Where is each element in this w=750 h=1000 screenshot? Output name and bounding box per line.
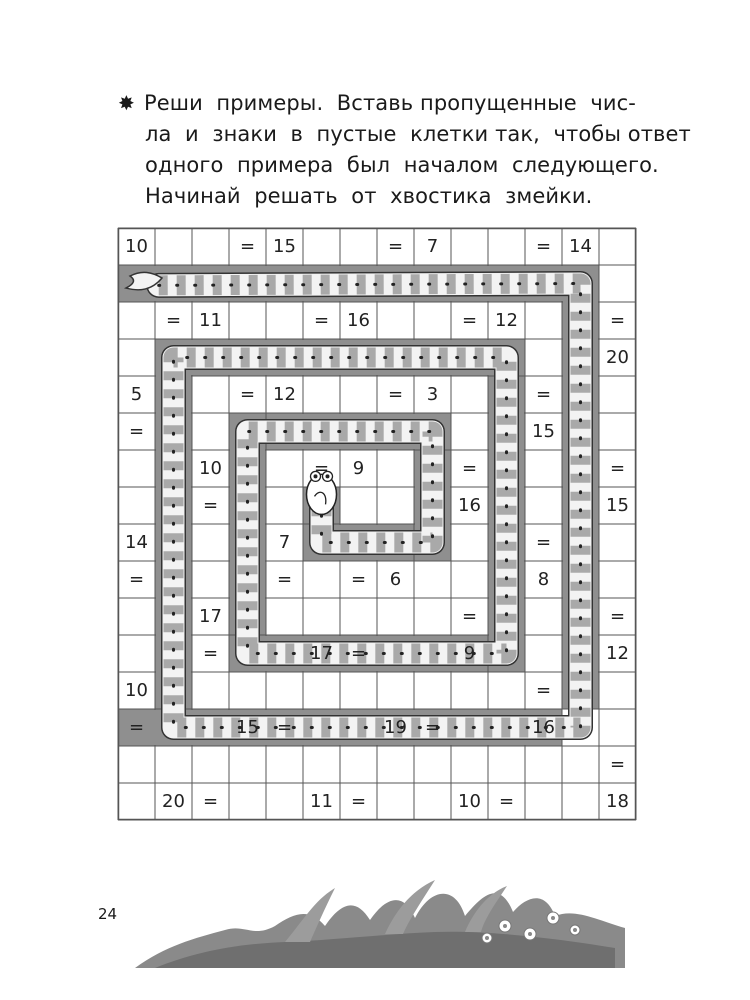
grass-with-flowers-icon [135, 868, 625, 968]
equals-cell: = [165, 310, 182, 331]
equals-cell: = [350, 643, 367, 664]
equals-cell: = [535, 680, 552, 701]
equals-cell: = [461, 606, 478, 627]
equals-cell: = [609, 310, 626, 331]
task-line-3: одного примера был началом следующего. [145, 153, 659, 177]
number-cell: 20 [162, 791, 185, 812]
page-number: 24 [98, 905, 118, 923]
number-cell: 7 [278, 532, 291, 553]
number-cell: 19 [384, 717, 407, 738]
equals-cell: = [313, 310, 330, 331]
number-cell: 16 [347, 310, 370, 331]
number-cell: 17 [310, 643, 333, 664]
equals-cell: = [202, 791, 219, 812]
number-cell: 15 [236, 717, 259, 738]
equals-cell: = [387, 384, 404, 405]
number-cell: 9 [463, 643, 476, 664]
equals-cell: = [313, 458, 330, 479]
equals-cell: = [535, 384, 552, 405]
number-cell: 15 [606, 495, 629, 516]
number-cell: 9 [352, 458, 365, 479]
equals-cell: = [424, 717, 441, 738]
equals-cell: = [609, 606, 626, 627]
number-cell: 14 [125, 532, 148, 553]
number-cell: 20 [606, 347, 629, 368]
star-bullet-icon: ✸ [118, 91, 135, 115]
equals-cell: = [350, 791, 367, 812]
task-line-1: Реши примеры. Вставь пропущенные чис- [144, 91, 636, 115]
equals-cell: = [128, 421, 145, 442]
number-cell: 15 [273, 236, 296, 257]
number-cell: 10 [458, 791, 481, 812]
number-cell: 8 [537, 569, 550, 590]
task-line-2: ла и знаки в пустые клетки так, чтобы ответ [145, 122, 691, 146]
number-cell: 10 [125, 680, 148, 701]
number-cell: 11 [310, 791, 333, 812]
number-cell: 11 [199, 310, 222, 331]
number-cell: 6 [389, 569, 402, 590]
number-cell: 18 [606, 791, 629, 812]
equals-cell: = [535, 236, 552, 257]
equals-cell: = [350, 569, 367, 590]
equals-cell: = [461, 458, 478, 479]
equals-cell: = [276, 569, 293, 590]
equals-cell: = [239, 384, 256, 405]
equals-cell: = [609, 754, 626, 775]
number-cell: 10 [125, 236, 148, 257]
number-cell: 12 [606, 643, 629, 664]
number-cell: 14 [569, 236, 592, 257]
equals-cell: = [498, 791, 515, 812]
equals-cell: = [239, 236, 256, 257]
equals-cell: = [202, 643, 219, 664]
number-cell: 15 [532, 421, 555, 442]
task-line-4: Начинай решать от хвостика змейки. [145, 184, 593, 208]
equals-cell: = [461, 310, 478, 331]
equals-cell: = [609, 458, 626, 479]
snake-puzzle-board [118, 228, 636, 820]
equals-cell: = [128, 569, 145, 590]
number-cell: 17 [199, 606, 222, 627]
equals-cell: = [202, 495, 219, 516]
number-cell: 5 [130, 384, 143, 405]
number-cell: 10 [199, 458, 222, 479]
equals-cell: = [387, 236, 404, 257]
number-cell: 12 [273, 384, 296, 405]
number-cell: 16 [458, 495, 481, 516]
equals-cell: = [535, 532, 552, 553]
number-cell: 7 [426, 236, 439, 257]
equals-cell: = [128, 717, 145, 738]
number-cell: 12 [495, 310, 518, 331]
number-cell: 16 [532, 717, 555, 738]
number-cell: 3 [426, 384, 439, 405]
equals-cell: = [276, 717, 293, 738]
